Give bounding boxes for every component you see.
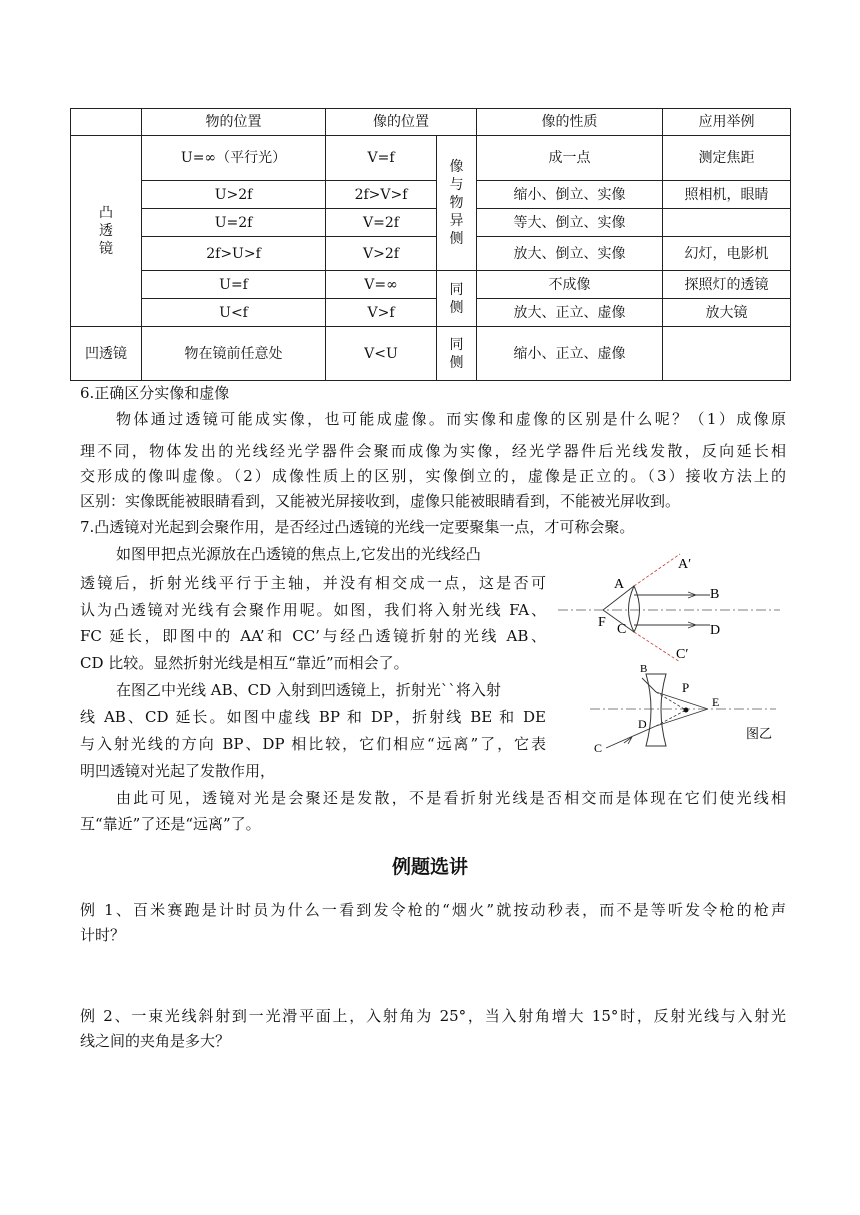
cell-image: V>f [326,299,437,327]
paragraph-line: 由此可见，透镜对光是会聚还是发散，不是看折射光线是否相交而是体现在它们使光线相 [116,789,786,807]
lens-table [70,108,791,381]
cell-nature: 缩小、正立、虚像 [477,327,663,381]
cell-image: V>2f [326,237,437,271]
concave-lens-label: 凹透镜 [71,327,142,381]
paragraph-line: 理不同，物体发出的光线经光学器件会聚而成像为实像，经光学器件后光线发散，反向延长相 [80,442,786,460]
cell-application: 放大镜 [663,299,791,327]
paragraph-line: 透镜后，折射光线平行于主轴，并没有相交成一点，这是否可 [80,574,546,592]
cell-object: 物在镜前任意处 [142,327,326,381]
header-corner [71,109,142,136]
table-row [71,209,791,237]
header-image-nature: 像的性质 [477,109,663,136]
convex-lens-diagram [550,550,790,665]
example-2-line: 线之间的夹角是多大？ [80,1032,231,1050]
cell-image: V<U [326,327,437,381]
cell-nature: 放大、正立、虚像 [477,299,663,327]
example-2-line: 例 2、一束光线斜射到一光滑平面上，入射角为 25°，当入射角增大 15°时，反射光线与入射光 [80,1007,786,1025]
same-side-label: 同 侧 [437,271,477,327]
table-row [71,181,791,209]
paragraph-line: 交形成的像叫虚像。（2）成像性质上的区别，实像倒立的，虚像是正立的。（3）接收方法上的 [80,467,786,485]
table-row [71,271,791,299]
label-d: D [710,623,721,638]
example-1-line: 例 1、百米赛跑是计时员为什么一看到发令枪的“烟火”就按动秒表，而不是等听发令枪的枪声 [80,901,786,919]
cell-application: 探照灯的透镜 [663,271,791,299]
label-p: P [682,680,690,695]
opposite-side-label: 像 与 物 异 侧 [437,136,477,271]
cell-application: 照相机，眼睛 [663,181,791,209]
ray-extension-cc [634,632,680,662]
cell-application: 幻灯，电影机 [663,237,791,271]
label-d: D [638,717,647,731]
cell-nature: 成一点 [477,136,663,181]
paragraph-line: 如图甲把点光源放在凸透镜的焦点上,它发出的光线经凸 [116,545,481,563]
cell-nature: 等大、倒立、实像 [477,209,663,237]
cell-object: U=∞（平行光） [142,136,326,181]
cell-nature: 不成像 [477,271,663,299]
label-b: B [640,664,648,675]
cell-image: V=f [326,136,437,181]
paragraph-line: FC 延长，即图中的 AA’和 CC’与经凸透镜折射的光线 AB、 [80,627,546,645]
ray-de [656,709,708,726]
table-row [71,136,791,181]
label-c: C [617,622,627,637]
label-a: A [614,577,625,592]
cell-object: U<f [142,299,326,327]
label-a-prime: A′ [678,557,692,572]
same-side-label-concave: 同 侧 [437,327,477,381]
table-row [71,327,791,381]
cell-image: V=∞ [326,271,437,299]
label-e: E [712,695,720,709]
cell-image: V=2f [326,209,437,237]
header-application: 应用举例 [663,109,791,136]
cell-object: U=f [142,271,326,299]
example-1-line: 计时？ [80,926,126,944]
cell-object: U=2f [142,209,326,237]
table-row [71,237,791,271]
cell-nature: 放大、倒立、实像 [477,237,663,271]
section-7-title: 7.凸透镜对光起到会聚作用，是否经过凸透镜的光线一定要聚集一点，才可称会聚。 [80,518,635,536]
header-object-position: 物的位置 [142,109,326,136]
cell-application: 测定焦距 [663,136,791,181]
table-header-row [71,109,791,136]
cell-object: U>2f [142,181,326,209]
label-f: F [598,615,606,630]
paragraph-line: 明凹透镜对光起了发散作用， [80,762,276,780]
cell-image: 2f>V>f [326,181,437,209]
label-c: C [594,741,603,755]
point-p [684,708,689,713]
header-image-position: 像的位置 [326,109,477,136]
cell-application [663,209,791,237]
cell-object: 2f>U>f [142,237,326,271]
paragraph-line: 认为凸透镜对光线有会聚作用呢。如图，我们将入射光线 FA、 [80,601,546,619]
figure-caption: 图乙 [746,726,773,741]
cell-nature: 缩小、倒立、实像 [477,181,663,209]
label-c-prime: C′ [676,647,689,662]
label-b: B [710,587,720,602]
ray-extension-aa [634,554,680,586]
paragraph-line: 区别：实像既能被眼睛看到，又能被光屏接收到，虚像只能被眼睛看到，不能被光屏收到。 [80,492,681,510]
paragraph-line: 与入射光线的方向 BP、DP 相比较，它们相应“远离”了，它表 [80,735,546,753]
cell-application [663,327,791,381]
concave-lens-diagram [586,664,786,758]
section-6-title: 6.正确区分实像和虚像 [80,384,230,402]
table-row [71,299,791,327]
section-heading: 例题选讲 [391,856,468,878]
convex-lens-label: 凸 透 镜 [71,136,142,327]
paragraph-line: 互“靠近”了还是“远离”了。 [80,815,261,833]
paragraph-line: 物体通过透镜可能成实像，也可能成虚像。而实像和虚像的区别是什么呢？（1）成像原 [116,410,786,428]
paragraph-line: 线 AB、CD 延长。如图中虚线 BP 和 DP，折射线 BE 和 DE [80,708,546,726]
paragraph-line: CD 比较。显然折射光线是相互“靠近”而相会了。 [80,654,409,672]
paragraph-line: 在图乙中光线 AB、CD 入射到凹透镜上，折射光``将入射 [116,681,501,699]
